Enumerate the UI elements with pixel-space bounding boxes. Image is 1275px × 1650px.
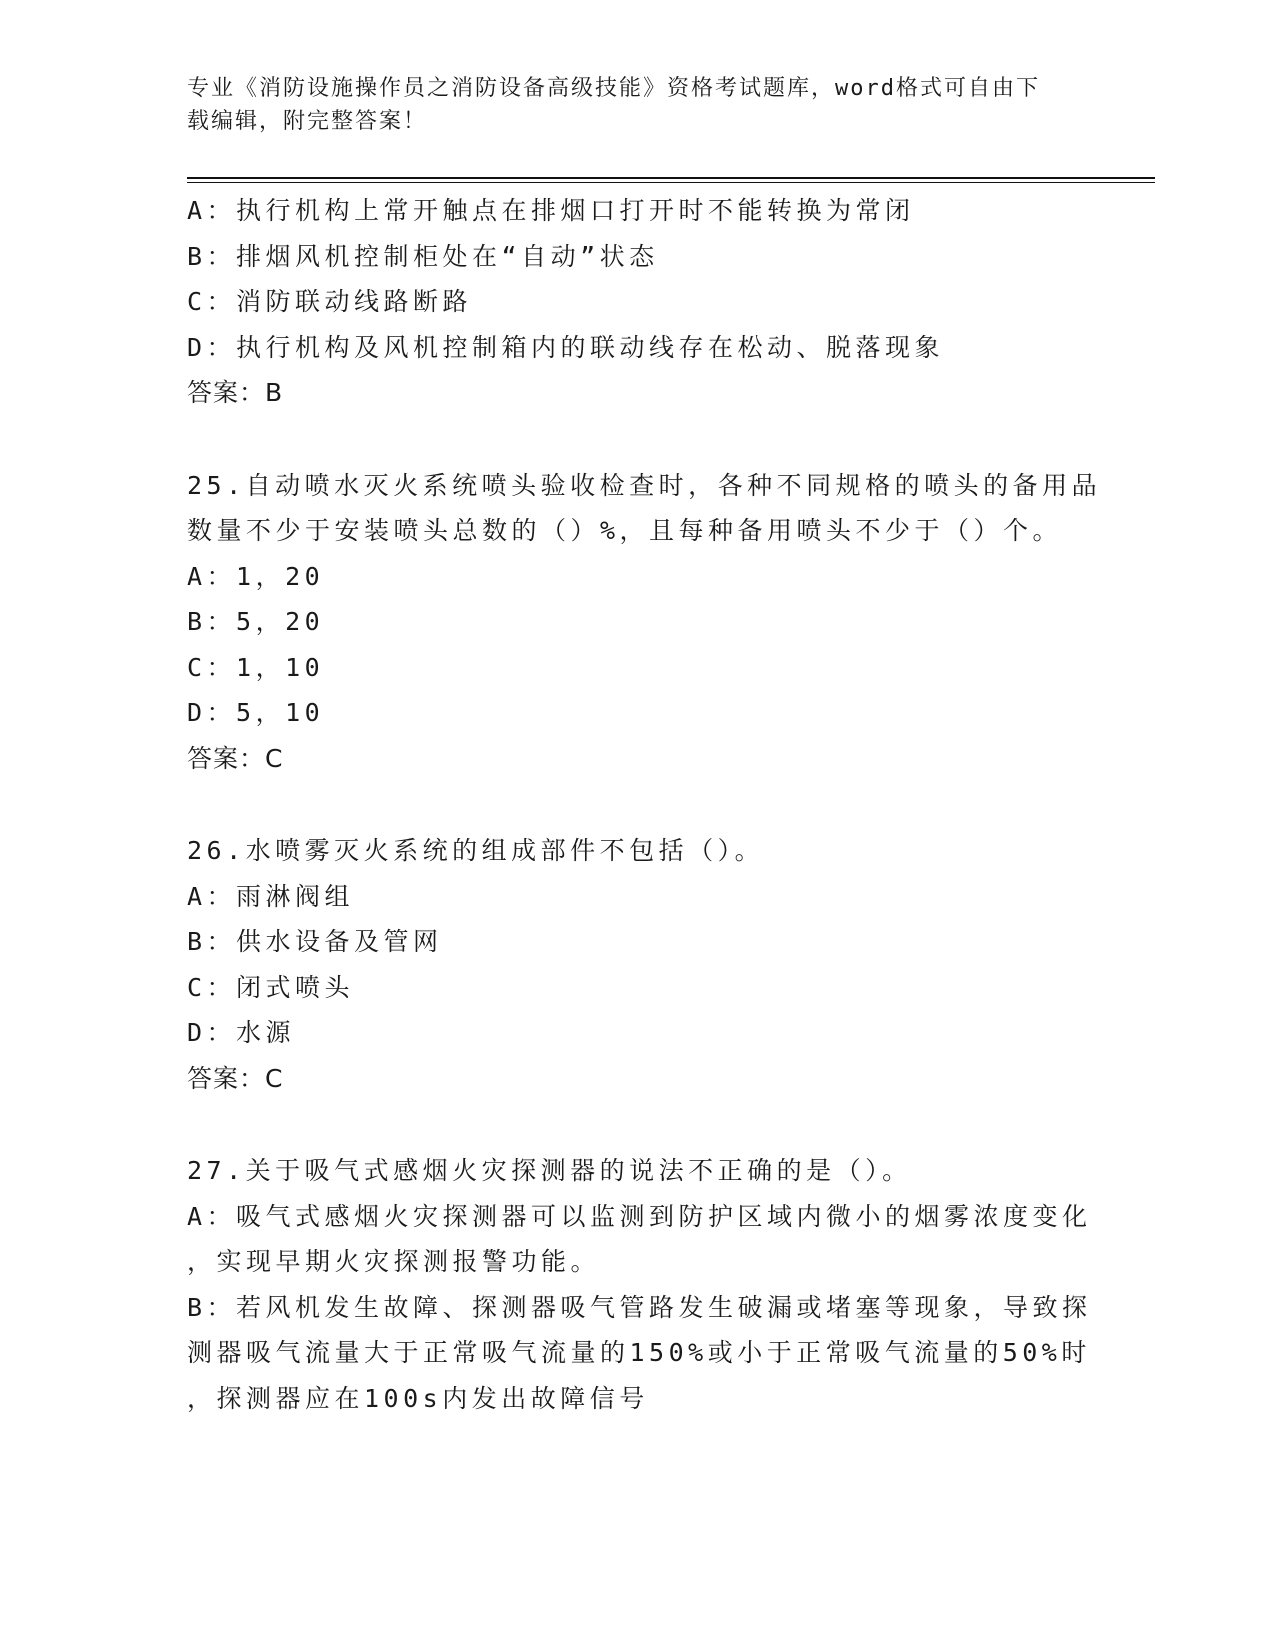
option-c: C：1，10	[187, 652, 325, 682]
option-d: D：水源	[187, 1018, 296, 1047]
spacer	[187, 1101, 1087, 1148]
question-text-line-2: 数量不少于安装喷头总数的（）%，且每种备用喷头不少于（）个。	[187, 516, 1063, 545]
header-line-2: 载编辑，附完整答案！	[187, 109, 428, 134]
question-list	[187, 188, 1102, 1421]
question-block-27	[187, 1148, 1092, 1421]
option-b: B：排烟风机控制柜处在“自动”状态	[187, 241, 659, 271]
answer-label: 答案：C	[187, 1063, 284, 1093]
question-block-25	[187, 463, 1102, 782]
option-b-line-1: B：若风机发生故障、探测器吸气管路发生破漏或堵塞等现象，导致探	[187, 1292, 1092, 1322]
spacer	[187, 416, 1087, 463]
option-a: A：1，20	[187, 561, 325, 591]
option-b-line-2: 测器吸气流量大于正常吸气流量的150%或小于正常吸气流量的50%时	[187, 1338, 1091, 1367]
header-divider-thick	[187, 177, 1155, 179]
option-b: B：5，20	[187, 607, 325, 636]
option-a: A：执行机构上常开触点在排烟口打开时不能转换为常闭	[187, 196, 915, 225]
option-c: C：消防联动线路断路	[187, 287, 473, 316]
question-text: 26.水喷雾灭火系统的组成部件不包括（）。	[187, 836, 765, 865]
document-header	[187, 72, 1067, 138]
answer-label: 答案：C	[187, 743, 284, 773]
header-line-1: 专业《消防设施操作员之消防设备高级技能》资格考试题库，word格式可自由下	[187, 76, 1040, 101]
answer-label: 答案：B	[187, 378, 284, 407]
question-block-24	[187, 188, 1087, 416]
option-a-line-2: ，实现早期火灾探测报警功能。	[187, 1247, 601, 1276]
spacer	[187, 781, 1087, 828]
option-b: B：供水设备及管网	[187, 927, 443, 956]
option-b-line-3: ，探测器应在100s内发出故障信号	[187, 1383, 649, 1413]
question-text: 27.关于吸气式感烟火灾探测器的说法不正确的是（）。	[187, 1156, 912, 1185]
question-block-26	[187, 828, 1087, 1101]
question-text-line-1: 25.自动喷水灭火系统喷头验收检查时，各种不同规格的喷头的备用品	[187, 470, 1102, 500]
option-a: A：雨淋阀组	[187, 881, 355, 911]
header-divider-thin	[187, 182, 1155, 183]
option-a-line-1: A：吸气式感烟火灾探测器可以监测到防护区域内微小的烟雾浓度变化	[187, 1201, 1092, 1231]
option-c: C：闭式喷头	[187, 972, 355, 1002]
option-d: D：执行机构及风机控制箱内的联动线存在松动、脱落现象	[187, 332, 945, 362]
option-d: D：5，10	[187, 698, 325, 727]
